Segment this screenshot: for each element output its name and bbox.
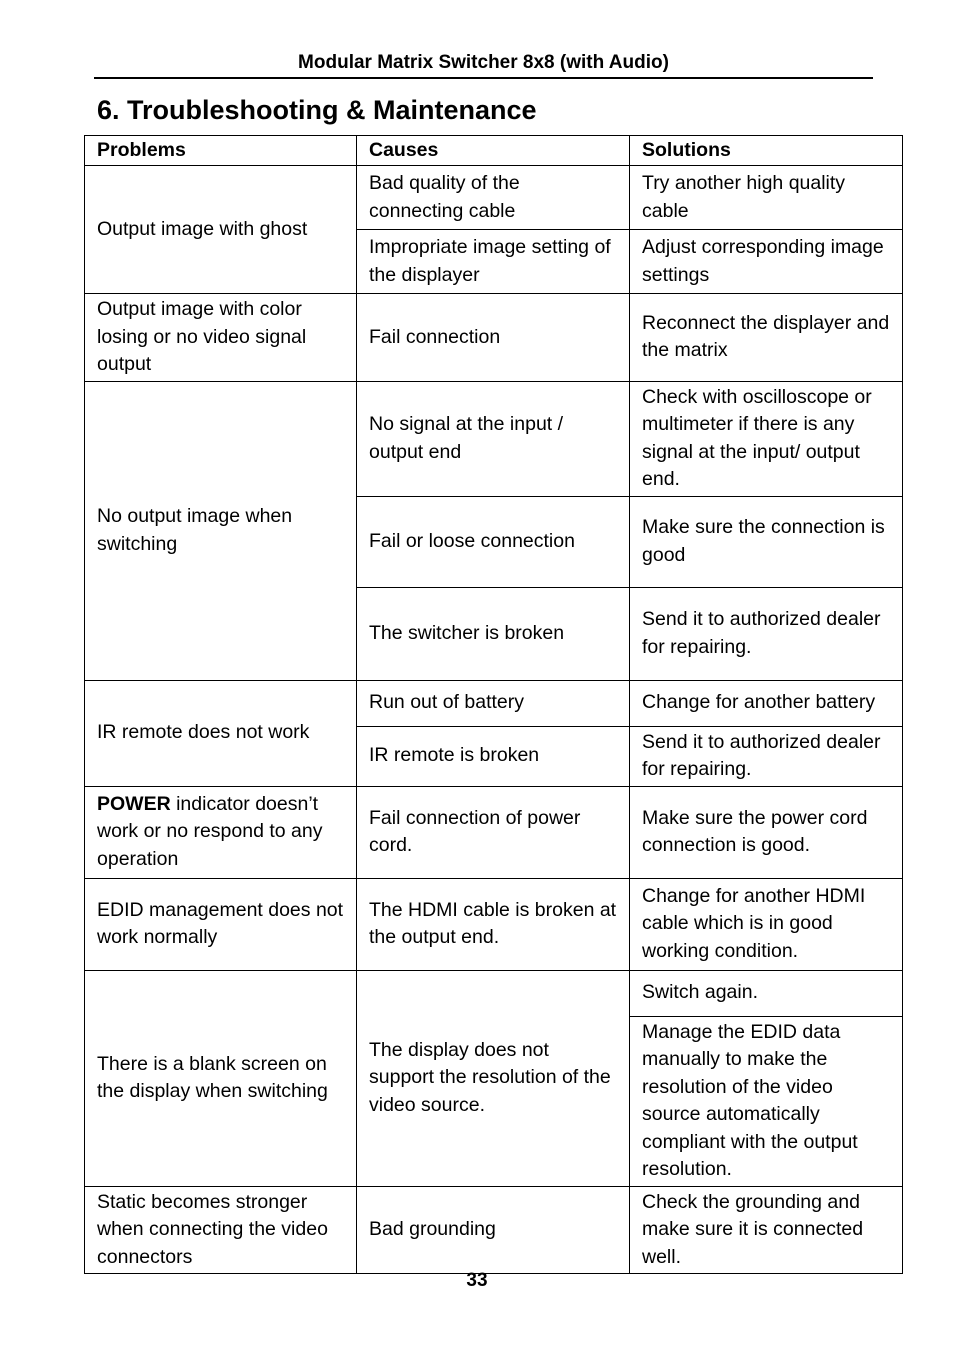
solution-cell: Check the grounding and make sure it is connected well. — [630, 1186, 903, 1274]
cause-cell: The HDMI cable is broken at the output end. — [357, 878, 630, 970]
problem-cell: Output image with color losing or no video signal output — [85, 294, 357, 382]
problem-cell — [85, 786, 357, 878]
cause-cell: Impropriate image setting of the displayer — [357, 230, 630, 294]
table-row — [85, 1186, 903, 1274]
cause-cell: The switcher is broken — [357, 587, 630, 680]
document-header: Modular Matrix Switcher 8x8 (with Audio) — [94, 50, 873, 79]
cause-cell: Fail connection of power cord. — [357, 786, 630, 878]
solution-cell: Try another high quality cable — [630, 166, 903, 230]
cause-cell: Bad quality of the connecting cable — [357, 166, 630, 230]
solution-cell: Send it to authorized dealer for repairing. — [630, 726, 903, 786]
table-row — [85, 294, 903, 382]
solution-cell: Make sure the connection is good — [630, 496, 903, 587]
problem-cell: No output image when switching — [85, 381, 357, 680]
problem-text: indicator doesn’t work or no respond to any operation — [97, 792, 323, 870]
solution-cell: Reconnect the displayer and the matrix — [630, 294, 903, 382]
solution-cell: Check with oscilloscope or multimeter if there is any signal at the input/ output end. — [630, 381, 903, 496]
table-row — [85, 381, 903, 496]
cause-cell: Run out of battery — [357, 680, 630, 726]
cause-cell: IR remote is broken — [357, 726, 630, 786]
solution-cell: Change for another HDMI cable which is in good working condition. — [630, 878, 903, 970]
problem-cell: There is a blank screen on the display when switching — [85, 970, 357, 1186]
column-header-problems: Problems — [85, 136, 357, 166]
table-header-row — [85, 136, 903, 166]
table-row — [85, 786, 903, 878]
table-row — [85, 680, 903, 726]
column-header-solutions: Solutions — [630, 136, 903, 166]
section-title: 6. Troubleshooting & Maintenance — [97, 95, 537, 125]
table-row — [85, 878, 903, 970]
solution-cell: Adjust corresponding image settings — [630, 230, 903, 294]
solution-cell: Change for another battery — [630, 680, 903, 726]
cause-cell: Fail or loose connection — [357, 496, 630, 587]
cause-cell: Fail connection — [357, 294, 630, 382]
cause-cell: No signal at the input / output end — [357, 381, 630, 496]
problem-cell: Output image with ghost — [85, 166, 357, 294]
problem-cell: Static becomes stronger when connecting the video connectors — [85, 1186, 357, 1274]
column-header-causes: Causes — [357, 136, 630, 166]
cause-cell: The display does not support the resolution of the video source. — [357, 970, 630, 1186]
solution-cell: Switch again. — [630, 970, 903, 1016]
problem-cell: EDID management does not work normally — [85, 878, 357, 970]
solution-cell: Manage the EDID data manually to make the resolution of the video source automatically compliant with the output resolution. — [630, 1016, 903, 1186]
table-row — [85, 970, 903, 1016]
problem-cell: IR remote does not work — [85, 680, 357, 786]
power-keyword: POWER — [97, 792, 171, 815]
cause-cell: Bad grounding — [357, 1186, 630, 1274]
solution-cell: Send it to authorized dealer for repairing. — [630, 587, 903, 680]
page-number: 33 — [466, 1270, 488, 1291]
solution-cell: Make sure the power cord connection is good. — [630, 786, 903, 878]
troubleshooting-table — [84, 135, 903, 1274]
table-row — [85, 166, 903, 230]
